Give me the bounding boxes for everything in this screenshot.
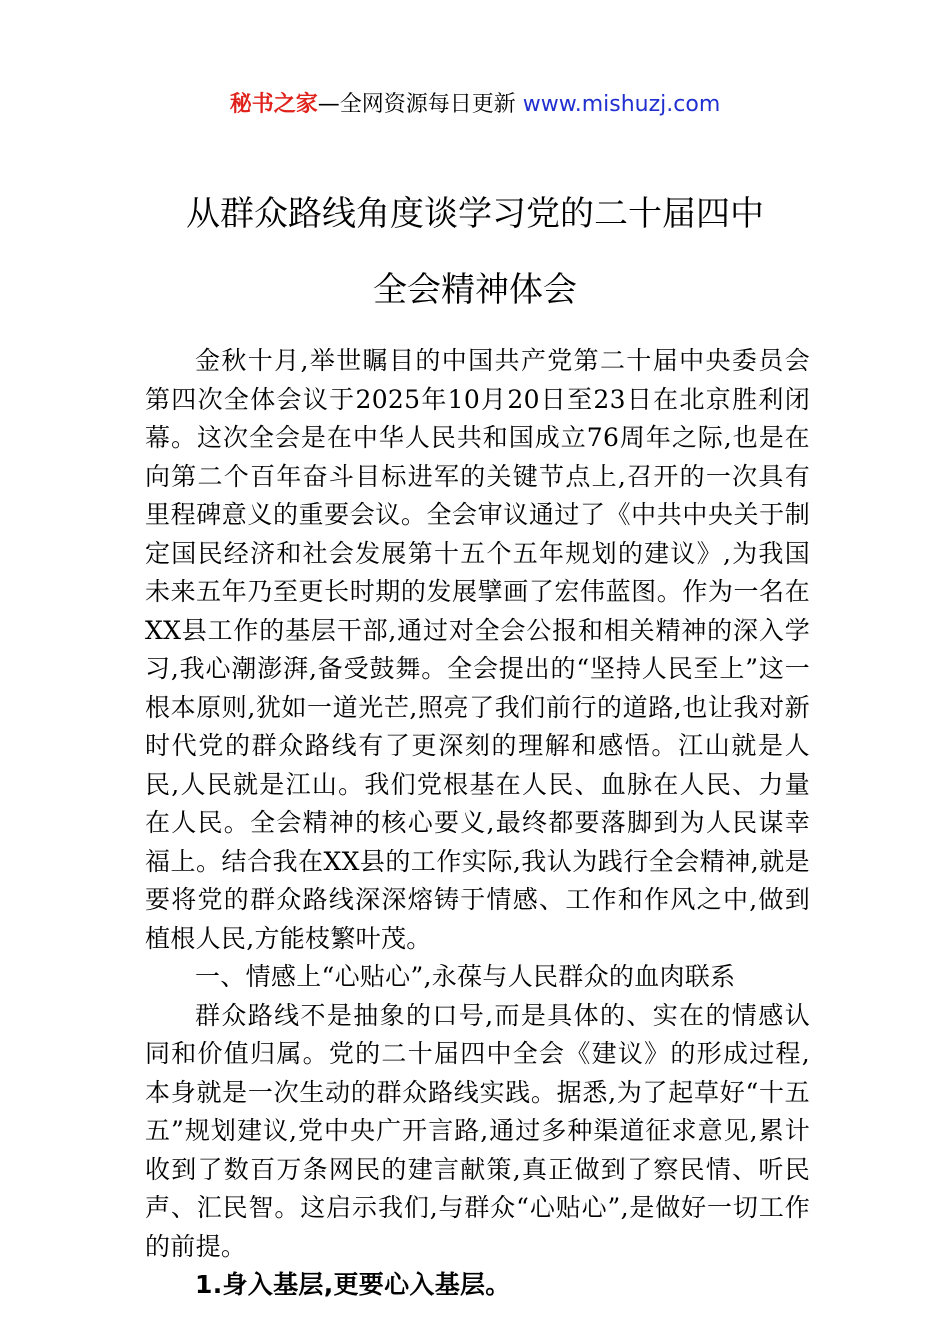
site-brand: 秘书之家 [229,92,318,117]
site-slogan: —全网资源每日更新 [317,92,523,117]
site-header [0,88,950,122]
title-line-1: 从群众路线角度谈学习党的二十届四中 [186,194,764,234]
section-heading-1: 一、情感上“心贴心”,永葆与人民群众的血肉联系 [195,962,736,991]
subsection-heading-1: 1.身入基层,更要心入基层。 [195,1270,511,1299]
document-title [0,176,950,328]
site-url-link[interactable]: www.mishuzj.com [522,92,721,117]
paragraph-section-1: 群众路线不是抽象的口号,而是具体的、实在的情感认同和价值归属。党的二十届四中全会《建议》的形成过程,本身就是一次生动的群众路线实践。据悉,为了起草好“十五五”规划建议,党中央广开言路,通过多种渠道征求意见,累计收到了数百万条网民的建言献策,真正做到了察民情、听民声、汇民智。这启示我们,与群众“心贴心”,是做好一切工作的前提。 [145,1000,810,1261]
document-body [145,342,810,1305]
paragraph-intro: 金秋十月,举世瞩目的中国共产党第二十届中央委员会第四次全体会议于2025年10月20日至23日在北京胜利闭幕。这次全会是在中华人民共和国成立76周年之际,也是在向第二个百年奋斗目标进军的关键节点上,召开的一次具有里程碑意义的重要会议。全会审议通过了《中共中央关于制定国民经济和社会发展第十五个五年规划的建议》,为我国未来五年乃至更长时期的发展擘画了宏伟蓝图。作为一名在XX县工作的基层干部,通过对全会公报和相关精神的深入学习,我心潮澎湃,备受鼓舞。全会提出的“坚持人民至上”这一根本原则,犹如一道光芒,照亮了我们前行的道路,也让我对新时代党的群众路线有了更深刻的理解和感悟。江山就是人民,人民就是江山。我们党根基在人民、血脉在人民、力量在人民。全会精神的核心要义,最终都要落脚到为人民谋幸福上。结合我在XX县的工作实际,我认为践行全会精神,就是要将党的群众路线深深熔铸于情感、工作和作风之中,做到植根人民,方能枝繁叶茂。 [145,346,810,953]
title-line-2: 全会精神体会 [373,270,577,310]
